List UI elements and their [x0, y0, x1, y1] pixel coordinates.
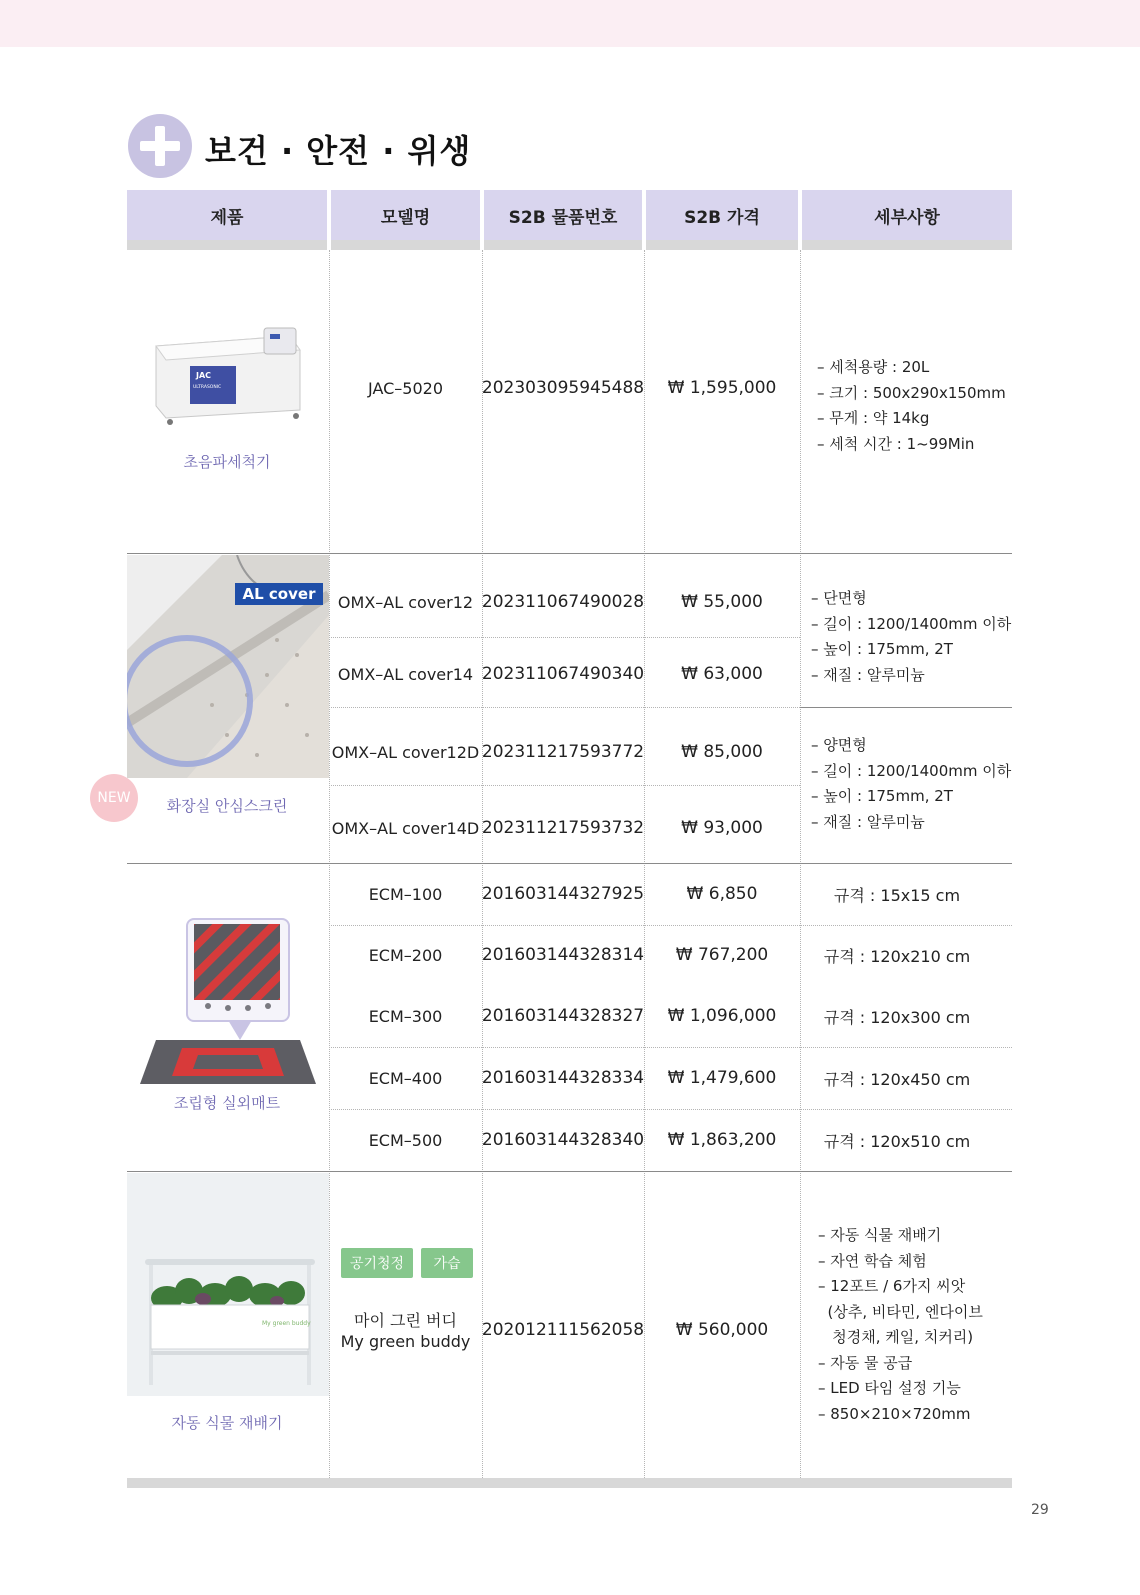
header-strip — [127, 240, 327, 250]
s2b-number-cell: 201603144328327 — [481, 1006, 645, 1026]
cleaner-logo-text: JAC — [196, 371, 212, 380]
model-name-en: My green buddy — [340, 1331, 471, 1351]
model-cell: ECM–400 — [368, 1068, 443, 1088]
price-cell: ₩ 6,850 — [686, 884, 758, 904]
tag-air-purify: 공기청정 — [341, 1248, 413, 1278]
new-badge: NEW — [90, 774, 138, 822]
table-bottom-strip — [127, 1478, 1012, 1488]
price-cell: ₩ 1,595,000 — [667, 378, 777, 398]
details-cell: – 세척용량 : 20L – 크기 : 500x290x150mm – 무게 : 약 14kg – 세척 시간 : 1~99Min — [817, 358, 1006, 453]
mat-closeup-image — [186, 918, 290, 1022]
column-divider — [482, 250, 483, 1478]
price-cell: ₩ 1,479,600 — [667, 1068, 777, 1088]
spec-cell: 규격 : 15x15 cm — [833, 885, 961, 905]
row-separator — [331, 707, 800, 708]
product-name: 초음파세척기 — [183, 453, 271, 471]
header-product: 제품 — [127, 190, 327, 240]
svg-text:ULTRASONIC: ULTRASONIC — [193, 385, 222, 390]
section-title: 보건 · 안전 · 위생 — [205, 132, 472, 170]
ultrasonic-cleaner-image — [150, 322, 305, 432]
details-cell: – 단면형 – 길이 : 1200/1400mm 이하 – 높이 : 175mm, 2T – 재질 : 알루미늄 — [811, 589, 1012, 684]
plus-icon — [128, 114, 192, 178]
plant-grower-image — [127, 1173, 329, 1396]
model-cell: ECM–500 — [368, 1130, 443, 1150]
s2b-number-cell: 202311217593772 — [481, 742, 645, 762]
row-separator — [331, 925, 1012, 926]
callout-pointer — [228, 1020, 252, 1040]
model-cell: JAC–5020 — [368, 378, 443, 398]
model-cell: OMX–AL cover14 — [337, 664, 474, 684]
tag-humidify: 가습 — [421, 1248, 473, 1278]
header-model: 모델명 — [331, 190, 480, 240]
model-name-ko: 마이 그린 버디 — [354, 1310, 457, 1330]
s2b-number-cell: 201603144328314 — [481, 945, 645, 965]
s2b-number-cell: 202311067490340 — [481, 664, 645, 684]
price-cell: ₩ 560,000 — [675, 1320, 769, 1340]
s2b-number-cell: 202311217593732 — [481, 818, 645, 838]
model-cell: OMX–AL cover14D — [331, 818, 480, 838]
row-separator — [331, 785, 800, 786]
group-separator — [800, 707, 1012, 708]
price-cell: ₩ 85,000 — [681, 742, 763, 762]
row-separator — [331, 637, 800, 638]
s2b-number-cell: 202303095945488 — [481, 378, 645, 398]
header-strip — [646, 240, 798, 250]
spec-cell: 규격 : 120x300 cm — [823, 1007, 971, 1027]
price-cell: ₩ 63,000 — [681, 664, 763, 684]
price-cell: ₩ 1,096,000 — [667, 1006, 777, 1026]
model-cell: OMX–AL cover12D — [331, 742, 480, 762]
top-band — [0, 0, 1140, 47]
header-strip — [331, 240, 480, 250]
al-cover-logo: AL cover — [235, 583, 323, 605]
details-cell: – 양면형 – 길이 : 1200/1400mm 이하 – 높이 : 175mm, 2T – 재질 : 알루미늄 — [811, 736, 1012, 831]
outdoor-mat-image — [138, 1038, 318, 1088]
header-strip — [484, 240, 642, 250]
header-s2b-number: S2B 물품번호 — [484, 190, 642, 240]
product-name: 화장실 안심스크린 — [166, 797, 288, 815]
column-divider — [800, 250, 801, 1478]
s2b-number-cell: 202311067490028 — [481, 592, 645, 612]
price-cell: ₩ 1,863,200 — [667, 1130, 777, 1150]
model-cell: OMX–AL cover12 — [337, 592, 474, 612]
group-separator — [127, 553, 1012, 554]
product-name: 조립형 실외매트 — [173, 1094, 281, 1112]
s2b-number-cell: 201603144328334 — [481, 1068, 645, 1088]
details-cell: – 자동 식물 재배기 – 자연 학습 체험 – 12포트 / 6가지 씨앗 (상추, 비타민, 엔다이브 청경채, 케일, 치커리) – 자동 물 공급 – LED 타임 설정 기능 – 850×210×720mm — [818, 1226, 983, 1423]
header-price: S2B 가격 — [646, 190, 798, 240]
group-separator — [127, 863, 1012, 864]
model-cell: ECM–300 — [368, 1006, 443, 1026]
grower-logo-text: My green buddy — [262, 1320, 311, 1327]
model-cell: ECM–100 — [368, 884, 443, 904]
s2b-number-cell: 201603144328340 — [481, 1130, 645, 1150]
model-cell: ECM–200 — [368, 945, 443, 965]
column-divider — [644, 250, 645, 1478]
spec-cell: 규격 : 120x510 cm — [823, 1131, 971, 1151]
header-details: 세부사항 — [802, 190, 1012, 240]
price-cell: ₩ 55,000 — [681, 592, 763, 612]
spec-cell: 규격 : 120x450 cm — [823, 1069, 971, 1089]
group-separator — [127, 1171, 1012, 1172]
product-name: 자동 식물 재배기 — [171, 1414, 283, 1432]
row-separator — [331, 1109, 1012, 1110]
s2b-number-cell: 201603144327925 — [481, 884, 645, 904]
price-cell: ₩ 93,000 — [681, 818, 763, 838]
row-separator — [331, 1047, 1012, 1048]
header-strip — [802, 240, 1012, 250]
page-number: 29 — [1031, 1502, 1049, 1518]
column-divider — [329, 250, 330, 1478]
price-cell: ₩ 767,200 — [675, 945, 769, 965]
s2b-number-cell: 202012111562058 — [481, 1320, 645, 1340]
spec-cell: 규격 : 120x210 cm — [823, 946, 971, 966]
